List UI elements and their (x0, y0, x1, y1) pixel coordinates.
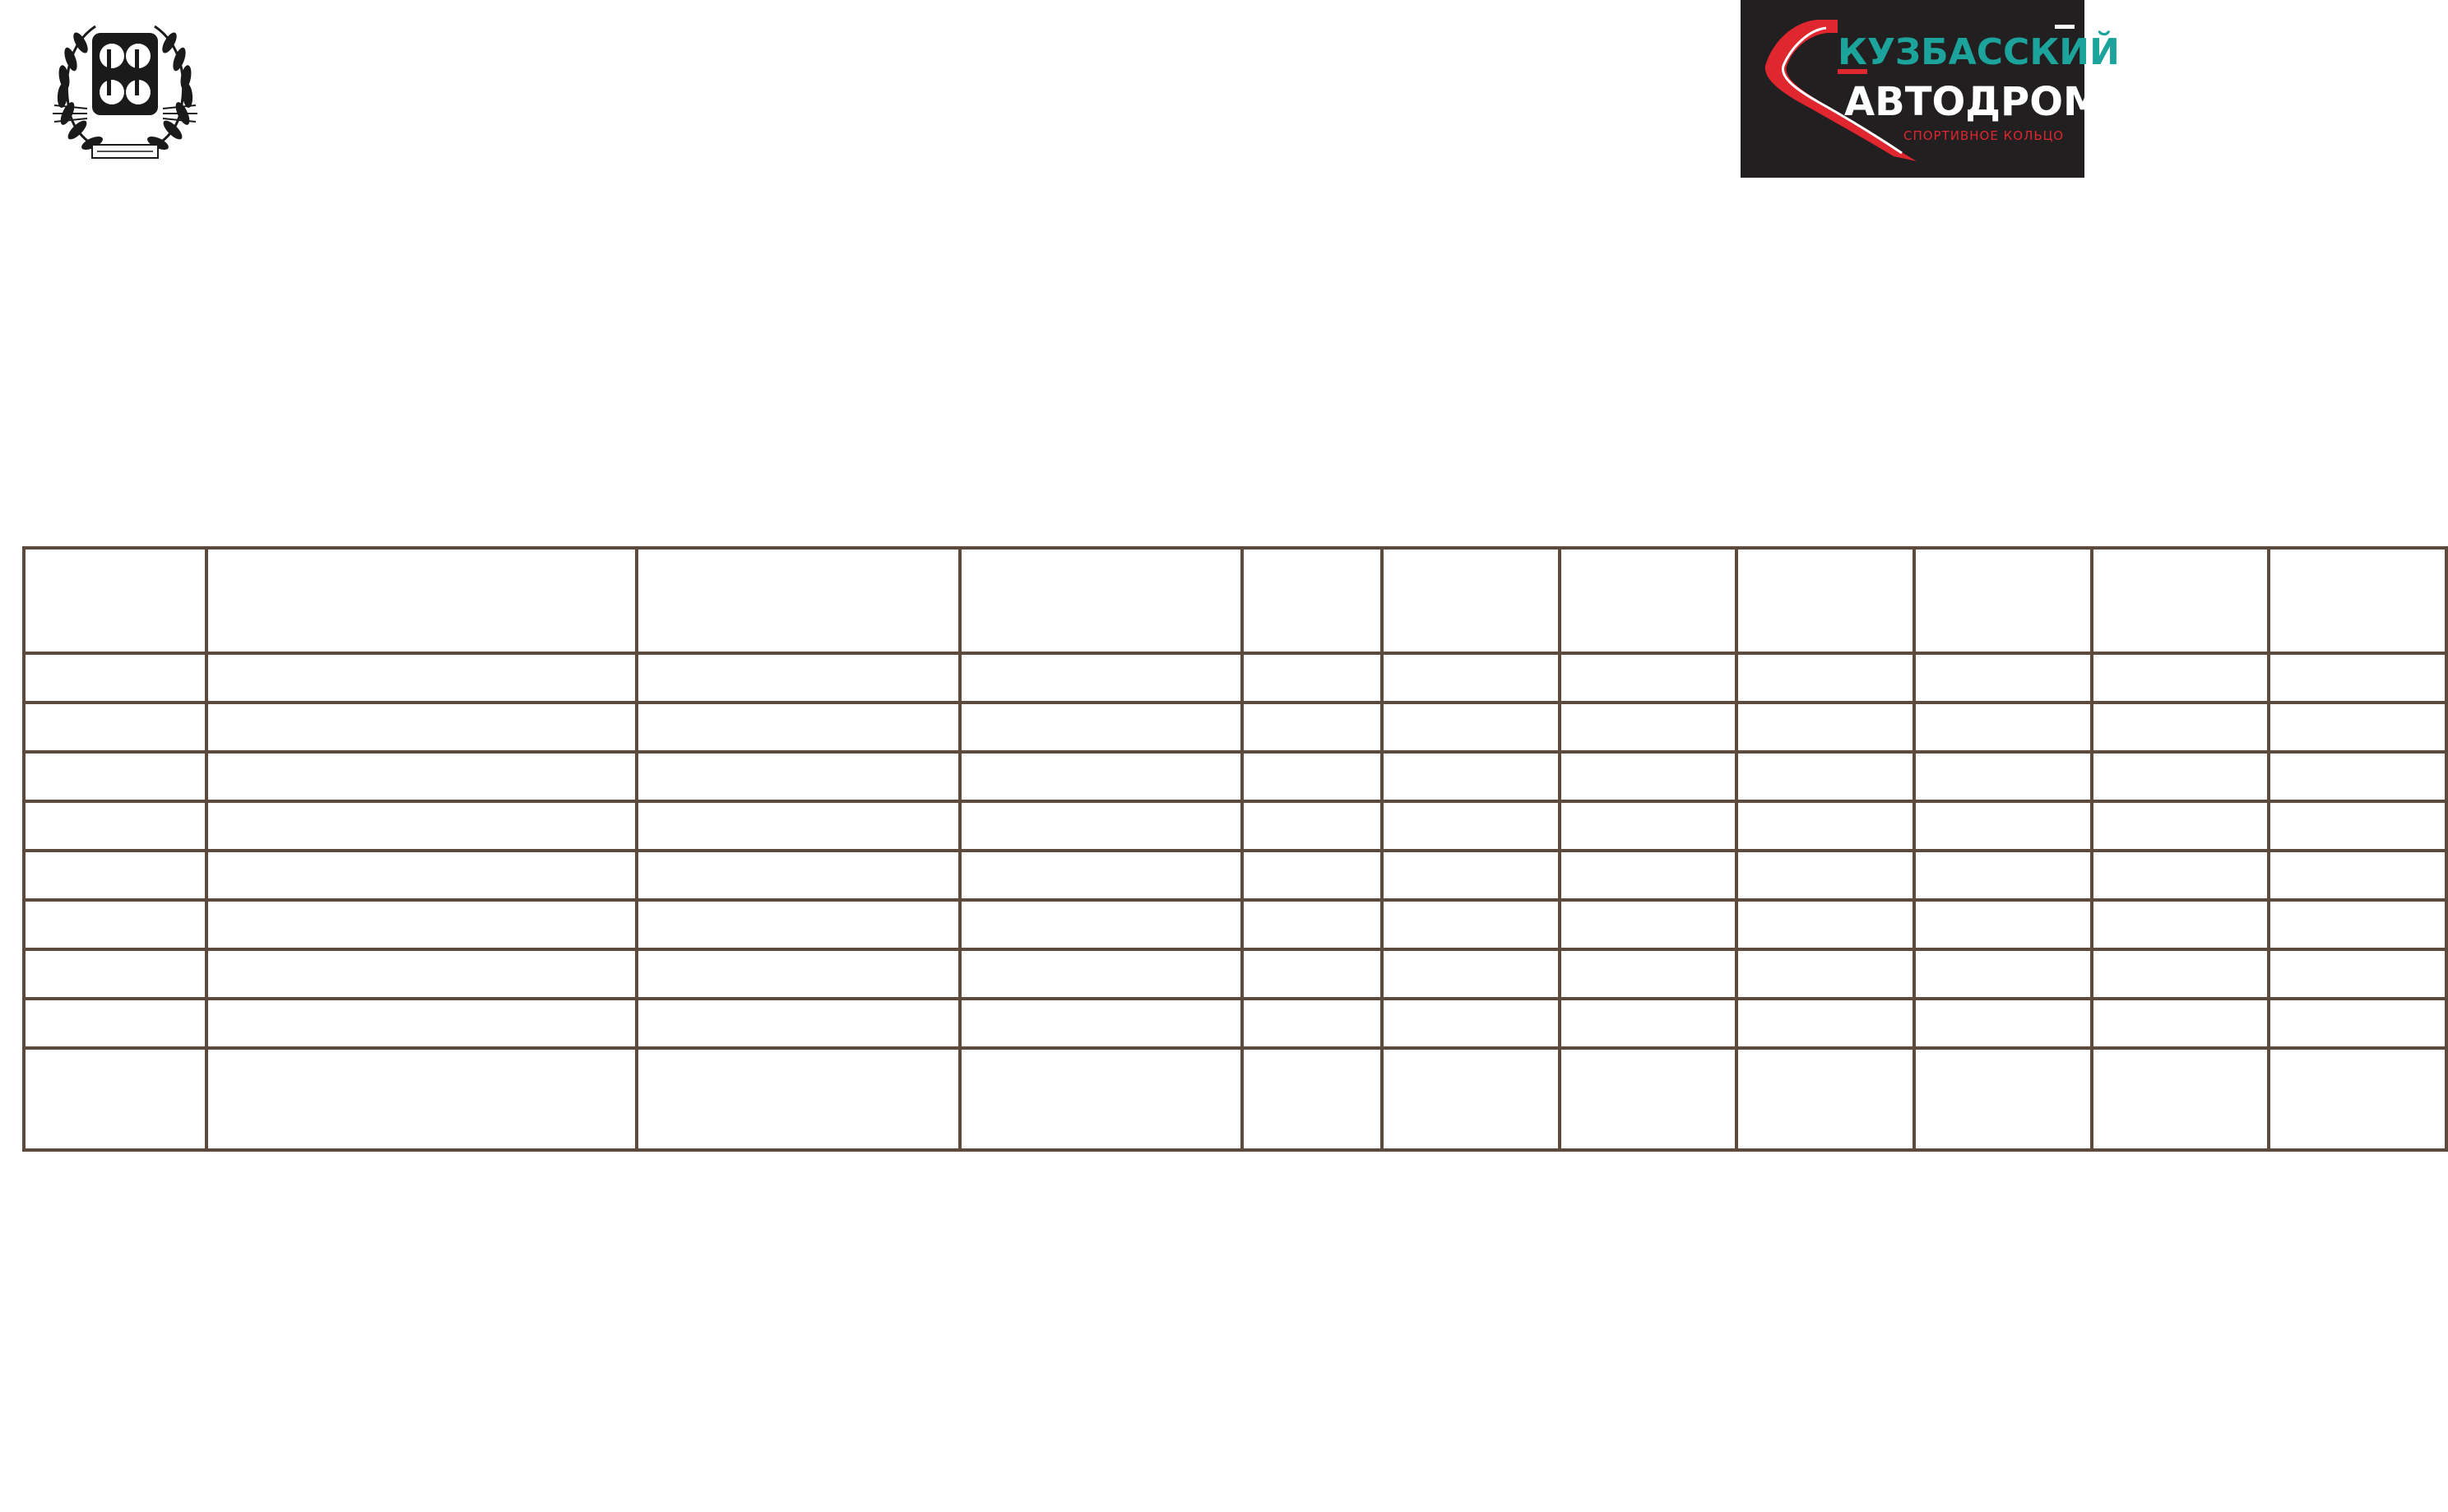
table-cell[interactable] (1736, 703, 1914, 752)
table-cell[interactable] (24, 752, 206, 801)
table-cell[interactable] (24, 900, 206, 949)
table-cell[interactable] (1382, 752, 1560, 801)
table-cell[interactable] (2269, 703, 2446, 752)
table-cell[interactable] (1914, 1048, 2092, 1150)
table-cell[interactable] (1736, 851, 1914, 900)
table-cell[interactable] (637, 703, 960, 752)
table-cell[interactable] (1914, 703, 2092, 752)
table-row (24, 801, 2446, 851)
table-cell[interactable] (1736, 999, 1914, 1048)
table-cell[interactable] (1560, 548, 1737, 653)
table-cell[interactable] (2092, 548, 2270, 653)
table-cell[interactable] (1242, 653, 1382, 703)
table-row (24, 752, 2446, 801)
table-row (24, 653, 2446, 703)
table-cell[interactable] (1242, 548, 1382, 653)
table-cell[interactable] (2092, 752, 2270, 801)
table-cell[interactable] (637, 752, 960, 801)
table-cell[interactable] (1382, 851, 1560, 900)
table-cell[interactable] (2269, 999, 2446, 1048)
table-cell[interactable] (2092, 999, 2270, 1048)
table-cell[interactable] (637, 949, 960, 999)
table-cell[interactable] (206, 703, 637, 752)
table-header-row (24, 548, 2446, 653)
table-cell[interactable] (2269, 900, 2446, 949)
table-cell[interactable] (1736, 653, 1914, 703)
table-cell[interactable] (206, 1048, 637, 1150)
table-cell[interactable] (24, 653, 206, 703)
table-cell[interactable] (2092, 801, 2270, 851)
table-cell[interactable] (206, 851, 637, 900)
table-cell[interactable] (1382, 999, 1560, 1048)
table-cell[interactable] (1560, 900, 1737, 949)
table-cell[interactable] (24, 999, 206, 1048)
table-row (24, 703, 2446, 752)
table-cell[interactable] (24, 851, 206, 900)
table-cell[interactable] (2269, 752, 2446, 801)
table-cell[interactable] (1242, 801, 1382, 851)
table-row (24, 900, 2446, 949)
table-cell[interactable] (960, 548, 1242, 653)
table-cell[interactable] (1560, 801, 1737, 851)
table-cell[interactable] (2092, 653, 2270, 703)
table-cell[interactable] (960, 900, 1242, 949)
table-cell[interactable] (960, 1048, 1242, 1150)
table-cell[interactable] (1560, 703, 1737, 752)
table-cell[interactable] (637, 851, 960, 900)
table-cell[interactable] (2269, 653, 2446, 703)
table-cell[interactable] (2269, 548, 2446, 653)
table-cell[interactable] (1242, 999, 1382, 1048)
table-cell[interactable] (1560, 851, 1737, 900)
table-cell[interactable] (206, 752, 637, 801)
table-row (24, 999, 2446, 1048)
table-cell[interactable] (637, 999, 960, 1048)
table-cell[interactable] (637, 900, 960, 949)
table-cell[interactable] (960, 752, 1242, 801)
table-cell[interactable] (960, 999, 1242, 1048)
table-cell[interactable] (1382, 1048, 1560, 1150)
table-cell[interactable] (1242, 900, 1382, 949)
table-cell[interactable] (960, 653, 1242, 703)
table-cell[interactable] (1736, 752, 1914, 801)
table-cell[interactable] (1242, 703, 1382, 752)
table-cell[interactable] (1560, 949, 1737, 999)
table-cell[interactable] (1382, 548, 1560, 653)
table-cell[interactable] (24, 1048, 206, 1150)
table-cell[interactable] (206, 653, 637, 703)
table-cell[interactable] (2269, 801, 2446, 851)
table-cell[interactable] (960, 801, 1242, 851)
table-cell[interactable] (2092, 949, 2270, 999)
table-cell[interactable] (1914, 949, 2092, 999)
rapf-emblem-logo (38, 10, 212, 165)
brand-name-line2: АВТОДРОМ (1844, 79, 2103, 125)
table-cell[interactable] (960, 851, 1242, 900)
table-cell[interactable] (206, 801, 637, 851)
brand-name-line1: КУЗБАССКИЙ (1838, 31, 2120, 73)
table-cell[interactable] (1560, 752, 1737, 801)
table-cell[interactable] (2269, 1048, 2446, 1150)
table-cell[interactable] (637, 1048, 960, 1150)
brand-tagline: СПОРТИВНОЕ КОЛЬЦО (1903, 128, 2065, 143)
table-cell[interactable] (2269, 851, 2446, 900)
table-cell[interactable] (1914, 548, 2092, 653)
table-cell[interactable] (1560, 1048, 1737, 1150)
table-cell[interactable] (24, 801, 206, 851)
table-row (24, 1048, 2446, 1150)
table-cell[interactable] (1736, 900, 1914, 949)
table-cell[interactable] (1914, 999, 2092, 1048)
table-cell[interactable] (1382, 900, 1560, 949)
table-cell[interactable] (1242, 752, 1382, 801)
table-cell[interactable] (206, 548, 637, 653)
table-row (24, 949, 2446, 999)
table-cell[interactable] (2092, 1048, 2270, 1150)
table-cell[interactable] (637, 653, 960, 703)
kuzbass-autodrome-logo (1741, 0, 2120, 178)
table-cell[interactable] (1242, 949, 1382, 999)
table-cell[interactable] (1736, 801, 1914, 851)
table-cell[interactable] (1242, 1048, 1382, 1150)
table-cell[interactable] (2269, 949, 2446, 999)
table-cell[interactable] (1736, 949, 1914, 999)
table-cell[interactable] (1382, 703, 1560, 752)
table-cell[interactable] (24, 703, 206, 752)
table-cell[interactable] (2092, 851, 2270, 900)
table-cell[interactable] (2092, 900, 2270, 949)
table-cell[interactable] (637, 801, 960, 851)
table-row (24, 851, 2446, 900)
table-cell[interactable] (1914, 801, 2092, 851)
table-cell[interactable] (24, 548, 206, 653)
table-cell[interactable] (960, 949, 1242, 999)
table-cell[interactable] (1914, 851, 2092, 900)
table-cell[interactable] (206, 999, 637, 1048)
table-cell[interactable] (24, 949, 206, 999)
table-cell[interactable] (1736, 548, 1914, 653)
table-cell[interactable] (1736, 1048, 1914, 1150)
table-cell[interactable] (1382, 653, 1560, 703)
results-table (22, 546, 2448, 1152)
table-cell[interactable] (206, 949, 637, 999)
table-cell[interactable] (1914, 653, 2092, 703)
table-cell[interactable] (637, 548, 960, 653)
table-cell[interactable] (1382, 801, 1560, 851)
table-cell[interactable] (2092, 703, 2270, 752)
table-cell[interactable] (206, 900, 637, 949)
table-cell[interactable] (960, 703, 1242, 752)
table-cell[interactable] (1242, 851, 1382, 900)
table-cell[interactable] (1560, 999, 1737, 1048)
rapf-emblem-icon (38, 10, 212, 165)
table-cell[interactable] (1560, 653, 1737, 703)
table-cell[interactable] (1382, 949, 1560, 999)
table-cell[interactable] (1914, 752, 2092, 801)
table-cell[interactable] (1914, 900, 2092, 949)
